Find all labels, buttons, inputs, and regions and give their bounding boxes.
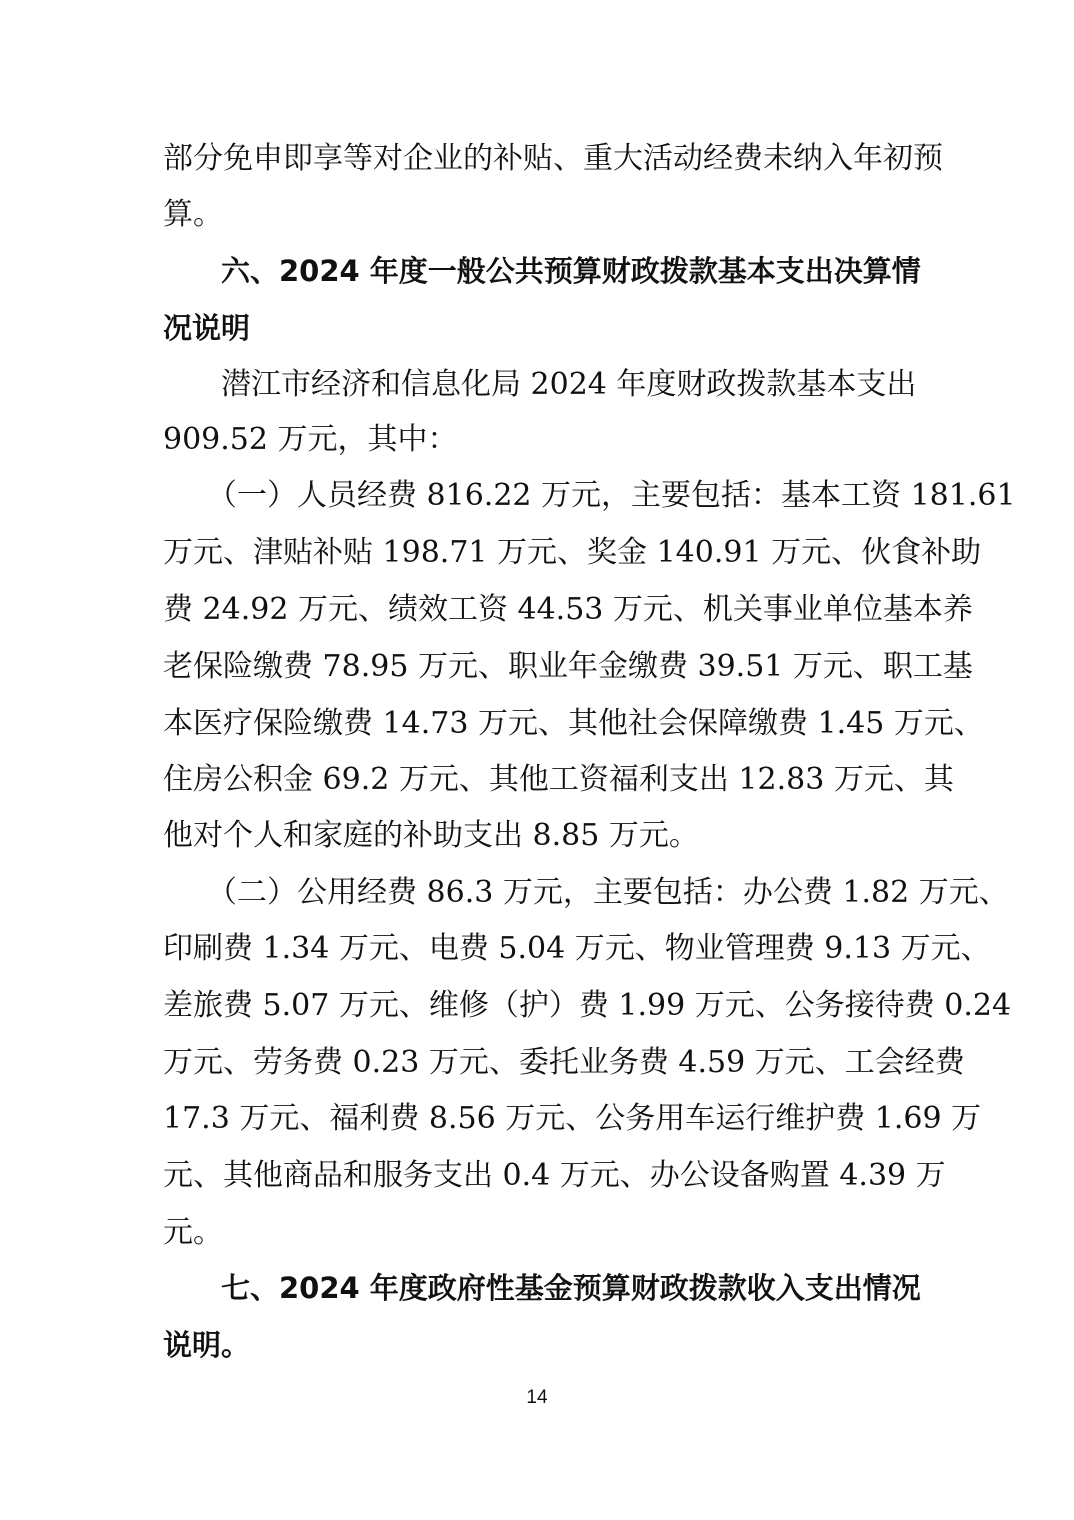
public-expenses-line-5: 17.3 万元、福利费 8.56 万元、公务用车运行维护费 1.69 万 [163,1101,982,1136]
personnel-expenses-line-2: 万元、津贴补贴 198.71 万元、奖金 140.91 万元、伙食补助 [163,535,982,570]
personnel-expenses-line-5: 本医疗保险缴费 14.73 万元、其他社会保障缴费 1.45 万元、 [163,706,984,741]
personnel-expenses-line-7: 他对个人和家庭的补助支出 8.85 万元。 [163,818,699,853]
public-expenses-line-1: （二）公用经费 86.3 万元，主要包括：办公费 1.82 万元、 [207,875,1009,910]
public-expenses-line-3: 差旅费 5.07 万元、维修（护）费 1.99 万元、公务接待费 0.24 [163,988,1012,1023]
paragraph-continuation-line-2: 算。 [163,197,223,232]
section-6-heading-line-2: 况说明 [163,311,251,345]
section-6-heading-line-1: 六、2024 年度一般公共预算财政拨款基本支出决算情 [221,254,921,288]
personnel-expenses-line-4: 老保险缴费 78.95 万元、职业年金缴费 39.51 万元、职工基 [163,649,973,684]
section-6-intro-line-1: 潜江市经济和信息化局 2024 年度财政拨款基本支出 [221,367,917,402]
page-number: 14 [526,1387,548,1408]
public-expenses-line-7: 元。 [163,1215,223,1250]
section-7-heading-line-1: 七、2024 年度政府性基金预算财政拨款收入支出情况 [221,1271,921,1305]
personnel-expenses-line-1: （一）人员经费 816.22 万元，主要包括：基本工资 181.61 [207,478,1016,513]
personnel-expenses-line-6: 住房公积金 69.2 万元、其他工资福利支出 12.83 万元、其 [163,762,954,797]
public-expenses-line-6: 元、其他商品和服务支出 0.4 万元、办公设备购置 4.39 万 [163,1158,946,1193]
paragraph-continuation-line-1: 部分免申即享等对企业的补贴、重大活动经费未纳入年初预 [163,141,943,176]
section-7-heading-line-2: 说明。 [163,1328,251,1362]
public-expenses-line-2: 印刷费 1.34 万元、电费 5.04 万元、物业管理费 9.13 万元、 [163,931,991,966]
public-expenses-line-4: 万元、劳务费 0.23 万元、委托业务费 4.59 万元、工会经费 [163,1045,965,1080]
section-6-intro-line-2: 909.52 万元，其中： [163,422,458,457]
personnel-expenses-line-3: 费 24.92 万元、绩效工资 44.53 万元、机关事业单位基本养 [163,592,973,627]
